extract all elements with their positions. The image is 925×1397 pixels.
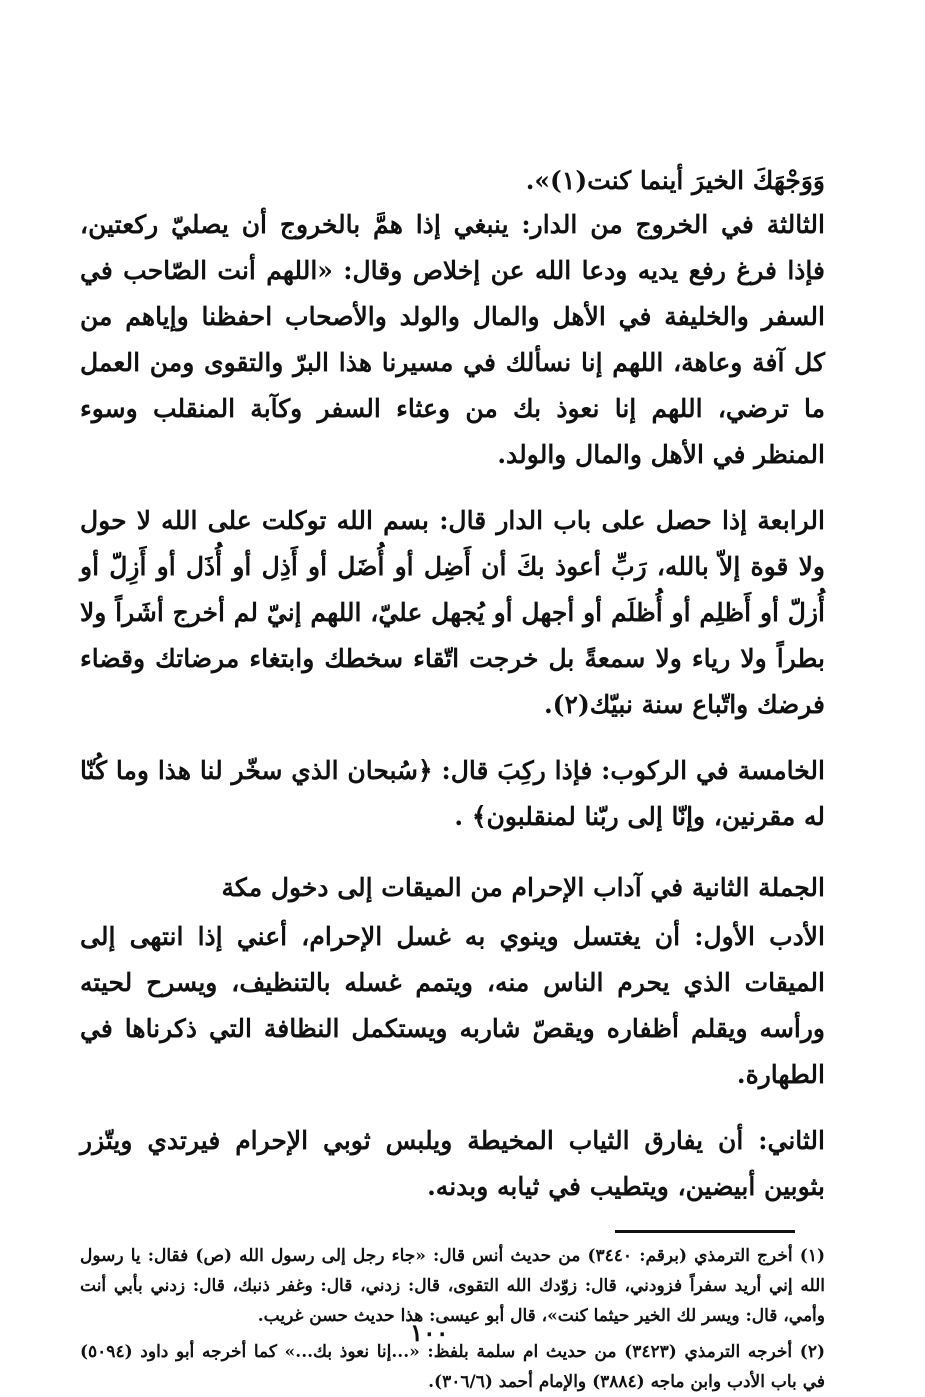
- section-heading: الجملة الثانية في آداب الإحرام من الميقات إلى دخول مكة: [221, 873, 825, 902]
- paragraph-adab-second: [80, 1118, 825, 1210]
- page-number: ١٠٠: [410, 1318, 449, 1347]
- continuation-line: وَوَجْهَكَ الخيرَ أينما كنت(١)».: [525, 166, 825, 195]
- page-content: [80, 160, 826, 1392]
- paragraph-text: الأدب الأول: أن يغتسل وينوي به غسل الإحرام، أعني إذا انتهى إلى الميقات الذي يحرم الناس منه، ويتمم غسله بالتنظيف، ويسرح لحيته ورأسه ويقلم أظفاره ويقصّ شاربه ويستكمل النظافة التي ذكرناها في الطهارة.: [80, 922, 825, 1089]
- footnotes: [80, 1241, 825, 1397]
- paragraph-text: الثاني: أن يفارق الثياب المخيطة ويلبس ثوبي الإحرام فيرتدي ويتّزر بثوبين أبيضين، ويتطيب في ثيابه وبدنه.: [80, 1126, 825, 1201]
- footnote-1: (١) أخرج الترمذي (برقم: ٣٤٤٠) من حديث أنس قال: «جاء رجل إلى رسول الله (ص) فقال: يا رسول الله إني أريد سفراً فزودني، قال: زوّدك الله التقوى، قال: زدني، قال: وغفر ذنبك، قال: زدني بأبي أنت وأمي، قال: ويسر لك الخير حيثما كنت»، قال أبو عيسى: هذا حديث حسن غريب.: [80, 1246, 826, 1326]
- paragraph-text: الرابعة إذا حصل على باب الدار قال: بسم الله توكلت على الله لا حول ولا قوة إلاّ بالله، رَبِّ أعوذ بكَ أن أَضِل أو أُضَل أو أَذِل أو أُذَل أو أَزِلّ أو أُزلّ أو أَظلِم أو أُظلَم أو أجهل أو يُجهل عليّ، اللهم إنيّ لم أخرج أشَراً ولا بطراً ولا رياء ولا سمعةً بل خرجت اتّقاء سخطك وابتغاء مرضاتك وقضاء فرضك واتّباع سنة نبيّك(٢).: [80, 506, 825, 719]
- paragraph-third: [80, 202, 825, 478]
- paragraph-text: الثالثة في الخروج من الدار: ينبغي إذا همَّ بالخروج أن يصليّ ركعتين، فإذا فرغ رفع يديه ودعا الله عن إخلاص وقال: «اللهم أنت الصّاحب في السفر والخليفة في الأهل والمال والولد والأصحاب احفظنا وإياهم من كل آفة وعاهة، اللهم إنا نسألك في مسيرنا هذا البرّ والتقوى ومن العمل ما ترضي، اللهم إنا نعوذ بك من وعثاء السفر وكآبة المنقلب وسوء المنظر في الأهل والمال والولد.: [80, 210, 825, 469]
- paragraph-fifth: [80, 748, 825, 840]
- paragraph-fourth: [80, 498, 825, 728]
- footnote-divider: [615, 1230, 795, 1233]
- footnote-2: (٢) أخرجه الترمذي (٣٤٢٣) من حديث ام سلمة بلفظ: «...إنا نعوذ بك...» كما أخرجه أبو داود (٥٠٩٤) في باب الأدب وابن ماجه (٣٨٨٤) والإمام أحمد (٣٠٦/٦).: [80, 1342, 826, 1392]
- paragraph-text: الخامسة في الركوب: فإذا ركِبَ قال: ﴿سُبحان الذي سخّر لنا هذا وما كُنّا له مقرنين، وإنّا إلى ربّنا لمنقلبون﴾ .: [80, 756, 825, 831]
- paragraph-adab-first: [80, 914, 825, 1098]
